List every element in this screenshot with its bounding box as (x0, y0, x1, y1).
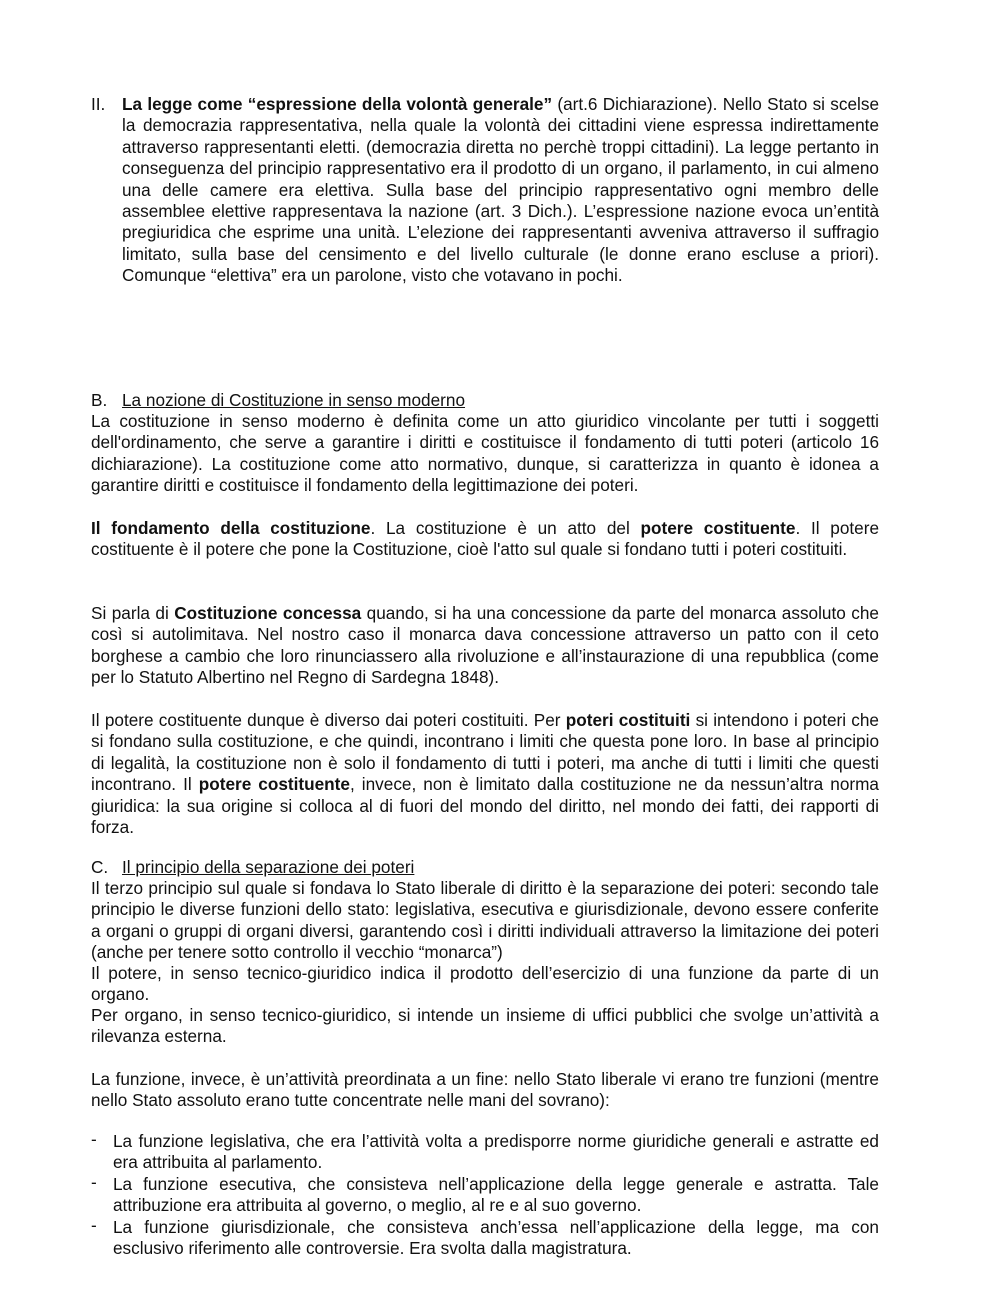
bold-term: Il fondamento della costituzione (91, 518, 371, 538)
section-title: Il principio della separazione dei poteri (122, 857, 415, 877)
section-ii-text: (art.6 Dichiarazione). Nello Stato si scelse la democrazia rappresentativa, nella quale la volontà dei cittadini viene espressa indirettamente attraverso rappresentanti eletti. (democrazia diretta no perchè troppi cittadini). La legge pertanto in conseguenza del principio rappresentativo era il prodotto di un organo, il parlamento, in cui almeno una delle camere era elettiva. Sulla base del principio rappresentativo ogni membro delle assemblee elettive rappresentava la nazione (art. 3 Dich.). L’espressione nazione evoca un’entità pregiuridica che esprime una unità. L’elezione dei rappresentanti avveniva attraverso il suffragio limitato, sulla base del censimento e del livello culturale (le donne erano escluse a priori). Comunque “elettiva” era un parolone, visto che votavano in pochi. (122, 94, 879, 286)
section-b-paragraph-2 (91, 518, 879, 561)
bold-term: Costituzione concessa (174, 603, 362, 623)
section-b-heading (91, 390, 879, 411)
section-c-paragraph-3: Per organo, in senso tecnico-giuridico, si intende un insieme di uffici pubblici che svolge un’attività a rilevanza esterna. (91, 1005, 879, 1047)
section-title: La nozione di Costituzione in senso moderno (122, 390, 466, 410)
section-letter: C. (91, 857, 109, 877)
list-item (91, 1214, 879, 1260)
section-ii-bold-title: La legge come “espressione della volontà generale” (122, 94, 553, 114)
section-ii-paragraph (122, 94, 879, 287)
bold-term: potere costituente (640, 518, 796, 538)
paragraph-text: quando, si ha una concessione da parte del monarca assoluto che così si autolimitava. Nel nostro caso il monarca dava concessione attraverso un patto con il ceto borghese a cambio che loro rinunciassero alla rivoluzione e all’instaurazione di una repubblica (come per lo Statuto Albertino nel Regno di Sardegna 1848). (91, 603, 879, 688)
paragraph-text: Si parla di (91, 603, 175, 623)
paragraph-text: . La costituzione è un atto del (370, 518, 641, 538)
section-c-paragraph-2: Il potere, in senso tecnico-giuridico indica il prodotto dell’esercizio di una funzione da parte di un organo. (91, 963, 879, 1005)
functions-list (91, 1131, 879, 1259)
dash-bullet: - (91, 1214, 97, 1235)
list-item-text: La funzione giurisdizionale, che consisteva anch’essa nell’applicazione della legge, ma con esclusivo riferimento alle controversie. Era svolta dalla magistratura. (113, 1216, 879, 1259)
dash-bullet: - (91, 1171, 97, 1192)
section-number: II. (91, 94, 106, 114)
list-item (91, 1171, 879, 1217)
section-ii (91, 94, 879, 287)
bold-term: poteri costituiti (565, 710, 691, 730)
section-b-paragraph-4 (91, 710, 879, 838)
section-b-paragraph-3 (91, 603, 879, 689)
bold-term: potere costituente (198, 774, 350, 795)
list-item-text: La funzione legislativa, che era l’attività volta a predisporre norme giuridiche generali e astratte ed era attribuita al parlamento. (113, 1131, 879, 1173)
paragraph-text: si intendono i poteri che si fondano sulla costituzione, e che quindi, incontrano i limiti che questa pone loro. In base al principio di legalità, la costituzione non è solo il fondamento di tutti i poteri, ma anche di tutti i limiti che questi incontrano. Il (91, 710, 879, 795)
section-letter: B. (91, 390, 108, 410)
section-c-paragraph-1: Il terzo principio sul quale si fondava lo Stato liberale di diritto è la separazione dei poteri: secondo tale principio le diverse funzioni dello stato: legislativa, esecutiva e giurisdizionale, devono essere conferite a organi o gruppi di organi diversi, garantendo così i diritti individuali attraverso la limitazione dei poteri (anche per tenere sotto controllo il vecchio “monarca”) (91, 878, 879, 963)
paragraph-text: , invece, non è limitato dalla costituzione ne da nessun’altra norma giuridica: la sua origine si colloca al di fuori del mondo del diritto, nel mondo dei fatti, dei rapporti di forza. (91, 774, 879, 838)
list-item (91, 1131, 879, 1174)
paragraph-text: . Il potere costituente è il potere che pone la Costituzione, cioè l'atto sul quale si fondano tutti i poteri costituiti. (91, 518, 880, 560)
dash-bullet: - (91, 1129, 97, 1149)
section-c-paragraph-4: La funzione, invece, è un’attività preordinata a un fine: nello Stato liberale vi erano tre funzioni (mentre nello Stato assoluto erano tutte concentrate nelle mani del sovrano): (91, 1069, 879, 1111)
list-item-text: La funzione esecutiva, che consisteva nell’applicazione della legge generale e astratta. Tale attribuzione era attribuita al governo, o meglio, al re e al suo governo. (113, 1173, 879, 1216)
section-b-paragraph-1: La costituzione in senso moderno è definita come un atto giuridico vincolante per tutti i soggetti dell'ordinamento, che serve a garantire i diritti e costituisce il fondamento di tutti poteri (articolo 16 dichiarazione). La costituzione come atto normativo, dunque, si caratterizza in quanto è idonea a garantire diritti e costituisce il fondamento della legittimazione dei poteri. (91, 411, 879, 496)
section-c-heading (91, 857, 879, 878)
paragraph-text: Il potere costituente dunque è diverso dai poteri costituiti. Per (91, 710, 566, 730)
